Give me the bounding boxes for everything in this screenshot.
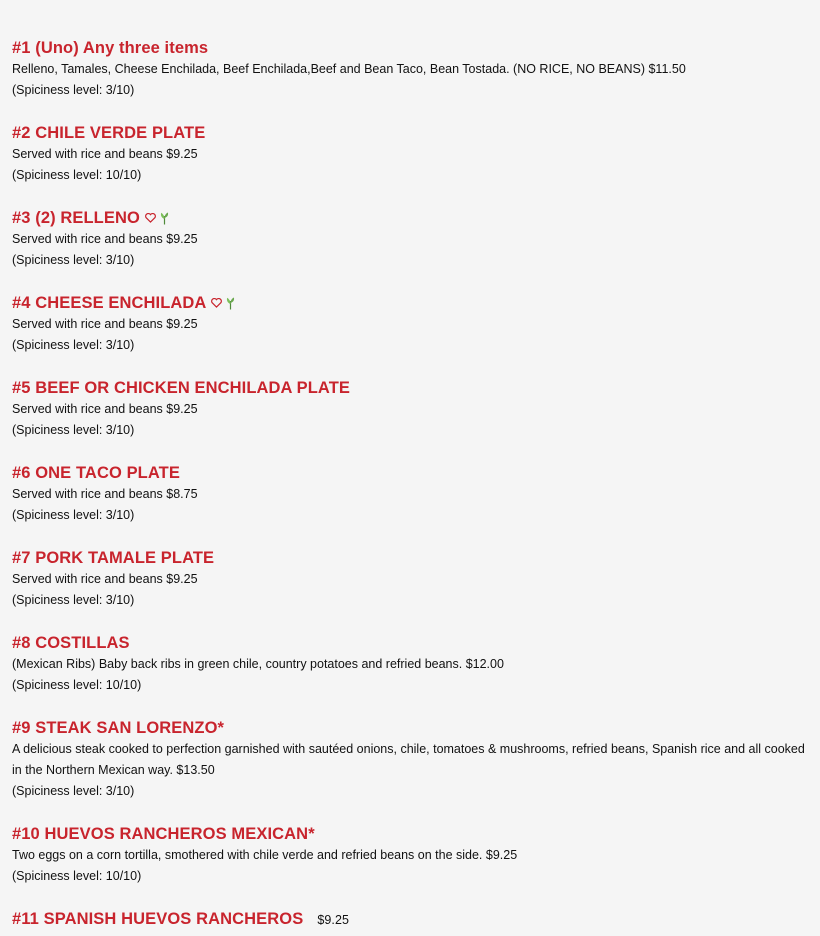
item-title: [12, 717, 808, 739]
item-title-text: #9 STEAK SAN LORENZO*: [12, 719, 225, 737]
item-title: [12, 823, 808, 845]
vegetarian-icon: [160, 211, 169, 225]
menu-item-2: [12, 122, 808, 186]
item-title-text: #6 ONE TACO PLATE: [12, 464, 180, 482]
item-description: A delicious steak cooked to perfection garnished with sautéed onions, chile, tomatoes & mushrooms, refried beans, Spanish rice and all cooked in the Northern Mexican way. $13.50: [12, 742, 805, 777]
item-spiciness: (Spiciness level: 10/10): [12, 678, 142, 692]
item-description: (Mexican Ribs) Baby back ribs in green chile, country potatoes and refried beans. $12.00: [12, 657, 504, 671]
item-title-text: #5 BEEF OR CHICKEN ENCHILADA PLATE: [12, 379, 351, 397]
item-title: [12, 908, 808, 930]
menu-item-1: [12, 37, 808, 101]
item-title: [12, 37, 808, 59]
vegetarian-icon: [226, 296, 235, 310]
item-spiciness: (Spiciness level: 3/10): [12, 423, 135, 437]
item-title: [12, 632, 808, 654]
item-title-text: #7 PORK TAMALE PLATE: [12, 549, 215, 567]
item-description: Served with rice and beans $8.75: [12, 487, 198, 501]
menu-item-3: [12, 207, 808, 271]
item-price: $9.25: [317, 913, 350, 927]
item-title: [12, 292, 808, 314]
item-description: Served with rice and beans $9.25: [12, 572, 198, 586]
menu-item-7: [12, 547, 808, 611]
menu-item-4: [12, 292, 808, 356]
item-description: Served with rice and beans $9.25: [12, 232, 198, 246]
menu-item-9: [12, 717, 808, 802]
item-spiciness: (Spiciness level: 3/10): [12, 784, 135, 798]
item-description: Served with rice and beans $9.25: [12, 317, 198, 331]
item-spiciness: (Spiciness level: 3/10): [12, 338, 135, 352]
item-title: [12, 207, 808, 229]
item-title-text: #8 COSTILLAS: [12, 634, 130, 652]
menu-item-10: [12, 823, 808, 887]
heart-icon: [211, 296, 222, 310]
menu-item-5: [12, 377, 808, 441]
item-spiciness: (Spiciness level: 10/10): [12, 168, 142, 182]
menu-item-8: [12, 632, 808, 696]
item-title: [12, 547, 808, 569]
item-title: [12, 377, 808, 399]
item-spiciness: (Spiciness level: 3/10): [12, 253, 135, 267]
heart-icon: [145, 211, 156, 225]
item-description: Served with rice and beans $9.25: [12, 402, 198, 416]
item-title-text: #3 (2) RELLENO: [12, 209, 140, 227]
item-spiciness: (Spiciness level: 3/10): [12, 593, 135, 607]
item-title-text: #11 SPANISH HUEVOS RANCHEROS: [12, 910, 304, 928]
item-title: [12, 462, 808, 484]
menu-item-6: [12, 462, 808, 526]
item-description: Relleno, Tamales, Cheese Enchilada, Beef Enchilada,Beef and Bean Taco, Bean Tostada. (NO RICE, NO BEANS) $11.50: [12, 62, 686, 76]
item-description: Two eggs on a corn tortilla, smothered with chile verde and refried beans on the side. $9.25: [12, 848, 518, 862]
item-spiciness: (Spiciness level: 3/10): [12, 83, 135, 97]
menu-item-11: [12, 908, 808, 930]
item-title-text: #1 (Uno) Any three items: [12, 39, 209, 57]
item-title-text: #2 CHILE VERDE PLATE: [12, 124, 206, 142]
item-description: Served with rice and beans $9.25: [12, 147, 198, 161]
item-title: [12, 122, 808, 144]
item-spiciness: (Spiciness level: 3/10): [12, 508, 135, 522]
item-title-text: #10 HUEVOS RANCHEROS MEXICAN*: [12, 825, 315, 843]
item-spiciness: (Spiciness level: 10/10): [12, 869, 142, 883]
item-title-text: #4 CHEESE ENCHILADA: [12, 294, 207, 312]
